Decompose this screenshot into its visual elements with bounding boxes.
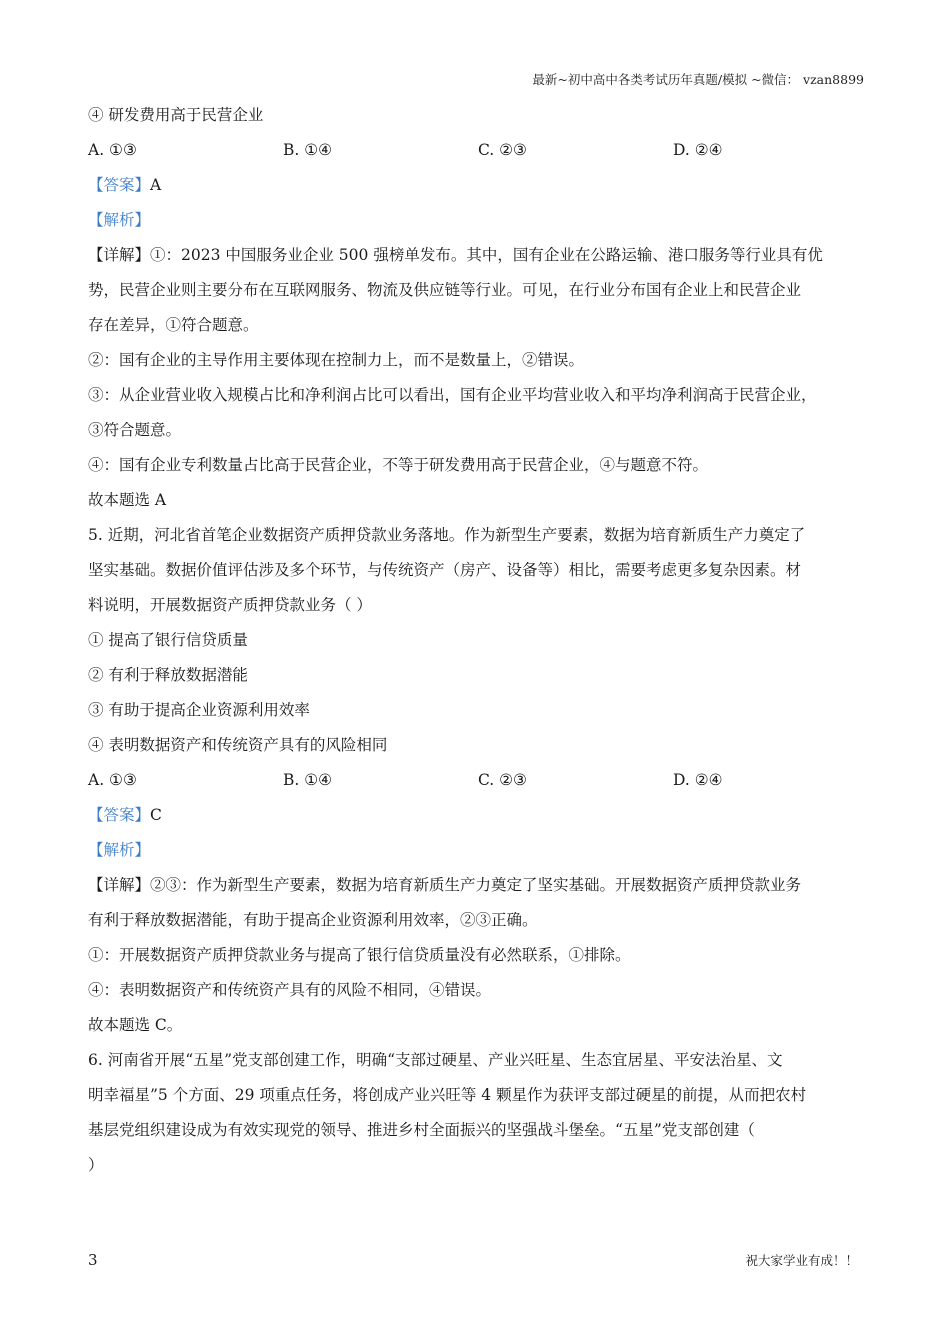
q4-options bbox=[88, 133, 868, 168]
q6-stem-line: 基层党组织建设成为有效实现党的领导、推进乡村全面振兴的坚强战斗堡垒。“五星”党支部创建（ bbox=[88, 1121, 755, 1139]
answer-tag: 【答案】 bbox=[88, 806, 151, 824]
q5-answer-value: C bbox=[150, 806, 162, 824]
q4-detail-line: ④：国有企业专利数量占比高于民营企业，不等于研发费用高于民营企业，④与题意不符。 bbox=[88, 456, 709, 474]
q5-option-b: B. ①④ bbox=[283, 771, 333, 789]
q5-options bbox=[88, 763, 868, 798]
answer-tag: 【答案】 bbox=[88, 176, 151, 194]
q5-detail-line: ④：表明数据资产和传统资产具有的风险不相同，④错误。 bbox=[88, 981, 492, 999]
q5-item-1: ① 提高了银行信贷质量 bbox=[88, 631, 248, 649]
page-header: 最新~初中高中各类考试历年真题/模拟 ~微信： vzan8899 bbox=[532, 72, 864, 87]
q4-option-d: D. ②④ bbox=[673, 141, 723, 159]
q5-item-4: ④ 表明数据资产和传统资产具有的风险相同 bbox=[88, 736, 388, 754]
q5-detail-line: 故本题选 C。 bbox=[88, 1016, 183, 1034]
document-body bbox=[88, 98, 868, 1183]
q4-option-a: A. ①③ bbox=[88, 141, 137, 159]
q5-stem-line: 料说明，开展数据资产质押贷款业务（ ） bbox=[88, 596, 372, 614]
footer-slogan: 祝大家学业有成！！ bbox=[745, 1253, 858, 1268]
q4-option-c: C. ②③ bbox=[478, 141, 527, 159]
q6-stem-line: 6. 河南省开展“五星”党支部创建工作，明确“支部过硬星、产业兴旺星、生态宜居星、平安法治星、文 bbox=[88, 1051, 783, 1069]
q6-stem-line: 明幸福星”5 个方面、29 项重点任务，将创成产业兴旺等 4 颗星作为获评支部过硬星的前提，从而把农村 bbox=[88, 1086, 807, 1104]
q4-detail-line: 故本题选 A bbox=[88, 491, 167, 509]
q5-answer bbox=[88, 798, 868, 833]
q4-item-4: ④ 研发费用高于民营企业 bbox=[88, 106, 264, 124]
q4-detail-line: ③：从企业营业收入规模占比和净利润占比可以看出，国有企业平均营业收入和平均净利润高于民营企业， bbox=[88, 386, 817, 404]
q5-stem-line: 5. 近期，河北省首笔企业数据资产质押贷款业务落地。作为新型生产要素，数据为培育新质生产力奠定了 bbox=[88, 526, 806, 544]
q4-answer bbox=[88, 168, 868, 203]
q5-stem-line: 坚实基础。数据价值评估涉及多个环节，与传统资产（房产、设备等）相比，需要考虑更多复杂因素。材 bbox=[88, 561, 802, 579]
q5-detail-line: 【详解】②③：作为新型生产要素，数据为培育新质生产力奠定了坚实基础。开展数据资产质押贷款业务 bbox=[88, 876, 802, 894]
q5-option-d: D. ②④ bbox=[673, 771, 723, 789]
q4-detail-line: 【详解】①：2023 中国服务业企业 500 强榜单发布。其中，国有企业在公路运输、港口服务等行业具有优 bbox=[88, 246, 823, 264]
q5-option-a: A. ①③ bbox=[88, 771, 137, 789]
q4-analysis-tag: 【解析】 bbox=[88, 211, 151, 229]
page-number: 3 bbox=[88, 1251, 98, 1269]
q4-detail-line: 势，民营企业则主要分布在互联网服务、物流及供应链等行业。可见，在行业分布国有企业上和民营企业 bbox=[88, 281, 802, 299]
q5-item-3: ③ 有助于提高企业资源利用效率 bbox=[88, 701, 310, 719]
q5-option-c: C. ②③ bbox=[478, 771, 527, 789]
q4-answer-value: A bbox=[150, 176, 162, 194]
q4-detail-line: ②：国有企业的主导作用主要体现在控制力上，而不是数量上，②错误。 bbox=[88, 351, 585, 369]
q5-detail-line: ①：开展数据资产质押贷款业务与提高了银行信贷质量没有必然联系，①排除。 bbox=[88, 946, 631, 964]
q6-stem-line: ） bbox=[88, 1156, 104, 1174]
q5-analysis-tag: 【解析】 bbox=[88, 841, 151, 859]
q4-detail-line: 存在差异，①符合题意。 bbox=[88, 316, 259, 334]
q5-item-2: ② 有利于释放数据潜能 bbox=[88, 666, 248, 684]
q4-option-b: B. ①④ bbox=[283, 141, 333, 159]
q5-detail-line: 有利于释放数据潜能，有助于提高企业资源利用效率，②③正确。 bbox=[88, 911, 538, 929]
q4-detail-line: ③符合题意。 bbox=[88, 421, 182, 439]
